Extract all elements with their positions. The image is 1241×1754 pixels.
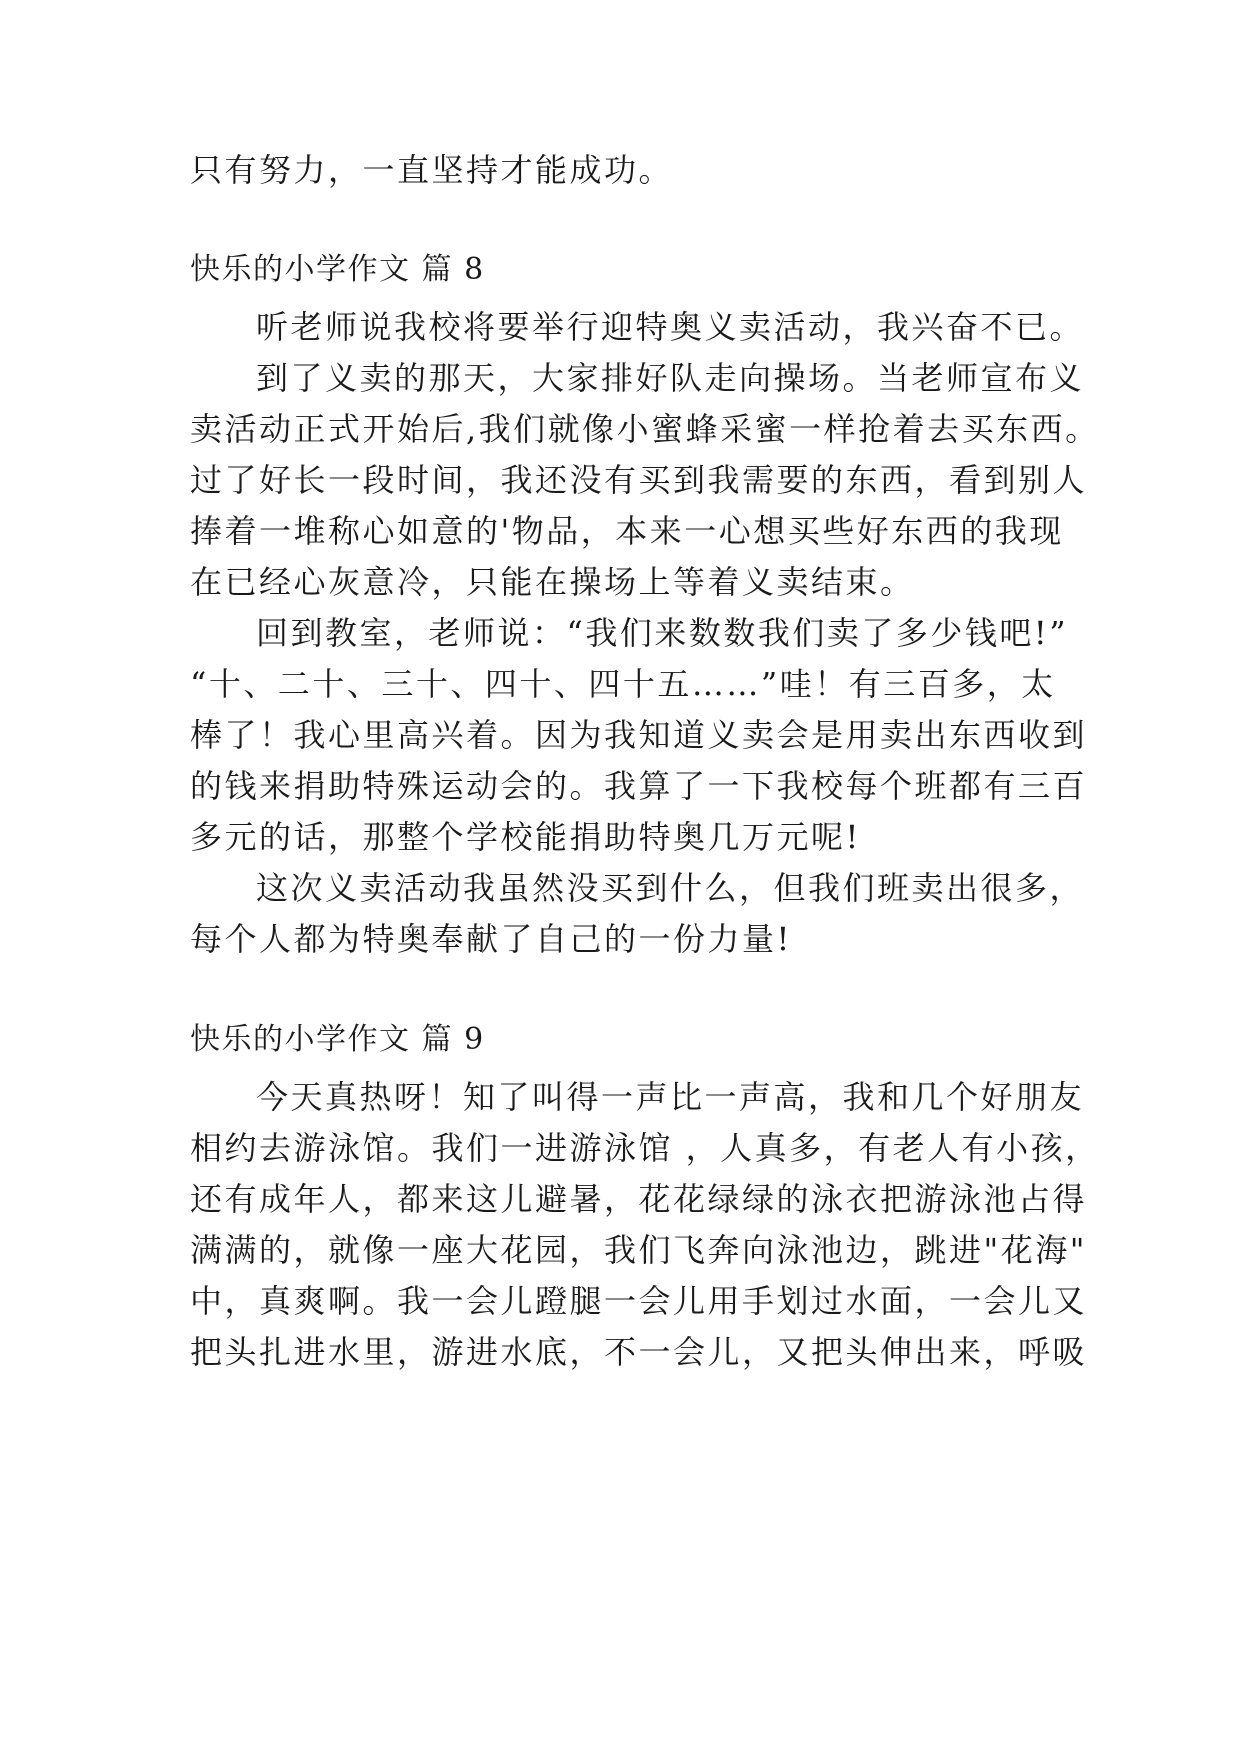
paragraph-line: 在已经心灰意冷，只能在操场上等着义卖结束。 — [190, 563, 915, 601]
paragraph-line: 每个人都为特奥奉献了自己的一份力量! — [190, 920, 792, 958]
paragraph-line: 听老师说我校将要举行迎特奥义卖活动，我兴奋不已。 — [256, 308, 1085, 346]
paragraph-line: 还有成年人，都来这儿避暑，花花绿绿的泳衣把游泳池占得 — [190, 1180, 1088, 1218]
intro-line: 只有努力，一直坚持才能成功。 — [190, 151, 674, 189]
paragraph-line: “十、二十、三十、四十、四十五……”哇！有三百多，太 — [190, 665, 1056, 703]
paragraph-line: 这次义卖活动我虽然没买到什么，但我们班卖出很多， — [256, 869, 1085, 907]
paragraph-line: 相约去游泳馆。我们一进游泳馆 ，人真多，有老人有小孩， — [190, 1129, 1100, 1167]
paragraph-line: 把头扎进水里，游进水底，不一会儿，又把头伸出来，呼吸 — [190, 1333, 1088, 1371]
paragraph-line: 捧着一堆称心如意的'物品，本来一心想买些好东西的我现 — [190, 512, 1064, 550]
paragraph-line: 满满的，就像一座大花园，我们飞奔向泳池边，跳进"花海" — [190, 1231, 1087, 1269]
paragraph-line: 的钱来捐助特殊运动会的。我算了一下我校每个班都有三百 — [190, 767, 1088, 805]
paragraph-line: 棒了！我心里高兴着。因为我知道义卖会是用卖出东西收到 — [190, 716, 1088, 754]
paragraph-line: 回到教室，老师说：“我们来数数我们卖了多少钱吧!” — [256, 614, 1069, 652]
paragraph-line: 今天真热呀！知了叫得一声比一声高，我和几个好朋友 — [256, 1078, 1085, 1116]
paragraph-line: 多元的话，那整个学校能捐助特奥几万元呢! — [190, 818, 861, 856]
section-heading-8: 快乐的小学作文 篇 8 — [190, 252, 485, 287]
section-heading-9: 快乐的小学作文 篇 9 — [190, 1022, 485, 1057]
paragraph-line: 过了好长一段时间，我还没有买到我需要的东西，看到别人 — [190, 461, 1088, 499]
paragraph-line: 卖活动正式开始后,我们就像小蜜蜂采蜜一样抢着去买东西。 — [190, 410, 1100, 448]
paragraph-line: 到了义卖的那天，大家排好队走向操场。当老师宣布义 — [256, 359, 1085, 397]
paragraph-line: 中，真爽啊。我一会儿蹬腿一会儿用手划过水面，一会儿又 — [190, 1282, 1088, 1320]
